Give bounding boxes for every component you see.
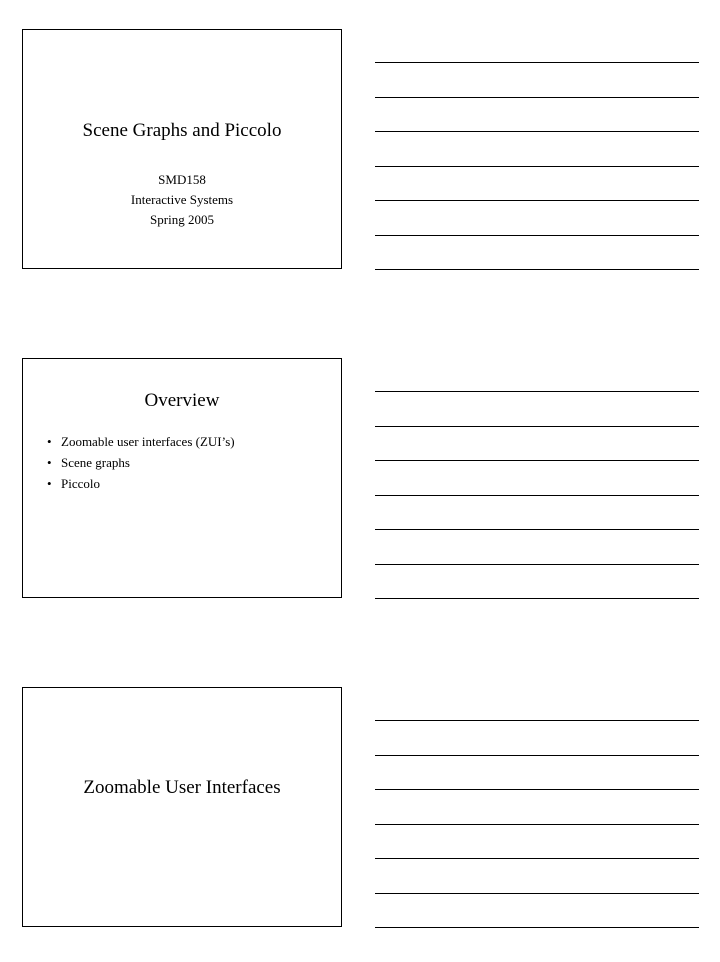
slide-thumbnail-1 (22, 29, 342, 269)
note-line (375, 598, 699, 599)
slide-heading: Overview (144, 390, 220, 411)
slide-subtitle (23, 170, 341, 230)
slide-title: Scene Graphs and Piccolo (82, 120, 282, 141)
note-line (375, 755, 699, 756)
section-title: Zoomable User Interfaces (83, 777, 281, 798)
bullet-text: Zoomable user interfaces (ZUI’s) (61, 434, 235, 449)
note-line (375, 200, 699, 201)
note-line (375, 893, 699, 894)
slide-thumbnail-2 (22, 358, 342, 598)
note-line (375, 927, 699, 928)
note-line (375, 564, 699, 565)
bullet-item (47, 431, 235, 452)
note-line (375, 131, 699, 132)
notes-lines-1 (375, 62, 699, 304)
note-line (375, 460, 699, 461)
note-line (375, 97, 699, 98)
bullet-list (47, 431, 235, 494)
slide-thumbnail-3 (22, 687, 342, 927)
course-code: SMD158 (158, 172, 206, 187)
bullet-icon: • (47, 476, 52, 491)
note-line (375, 789, 699, 790)
bullet-item (47, 473, 235, 494)
bullet-icon: • (47, 434, 52, 449)
note-line (375, 62, 699, 63)
note-line (375, 720, 699, 721)
bullet-text: Piccolo (61, 476, 100, 491)
note-line (375, 426, 699, 427)
note-line (375, 495, 699, 496)
note-line (375, 235, 699, 236)
bullet-text: Scene graphs (61, 455, 130, 470)
note-line (375, 166, 699, 167)
course-name: Interactive Systems (130, 192, 234, 207)
notes-lines-2 (375, 391, 699, 633)
bullet-icon: • (47, 455, 52, 470)
note-line (375, 391, 699, 392)
bullet-item (47, 452, 235, 473)
note-line (375, 269, 699, 270)
note-line (375, 529, 699, 530)
note-line (375, 824, 699, 825)
notes-lines-3 (375, 720, 699, 962)
term: Spring 2005 (150, 212, 214, 227)
note-line (375, 858, 699, 859)
